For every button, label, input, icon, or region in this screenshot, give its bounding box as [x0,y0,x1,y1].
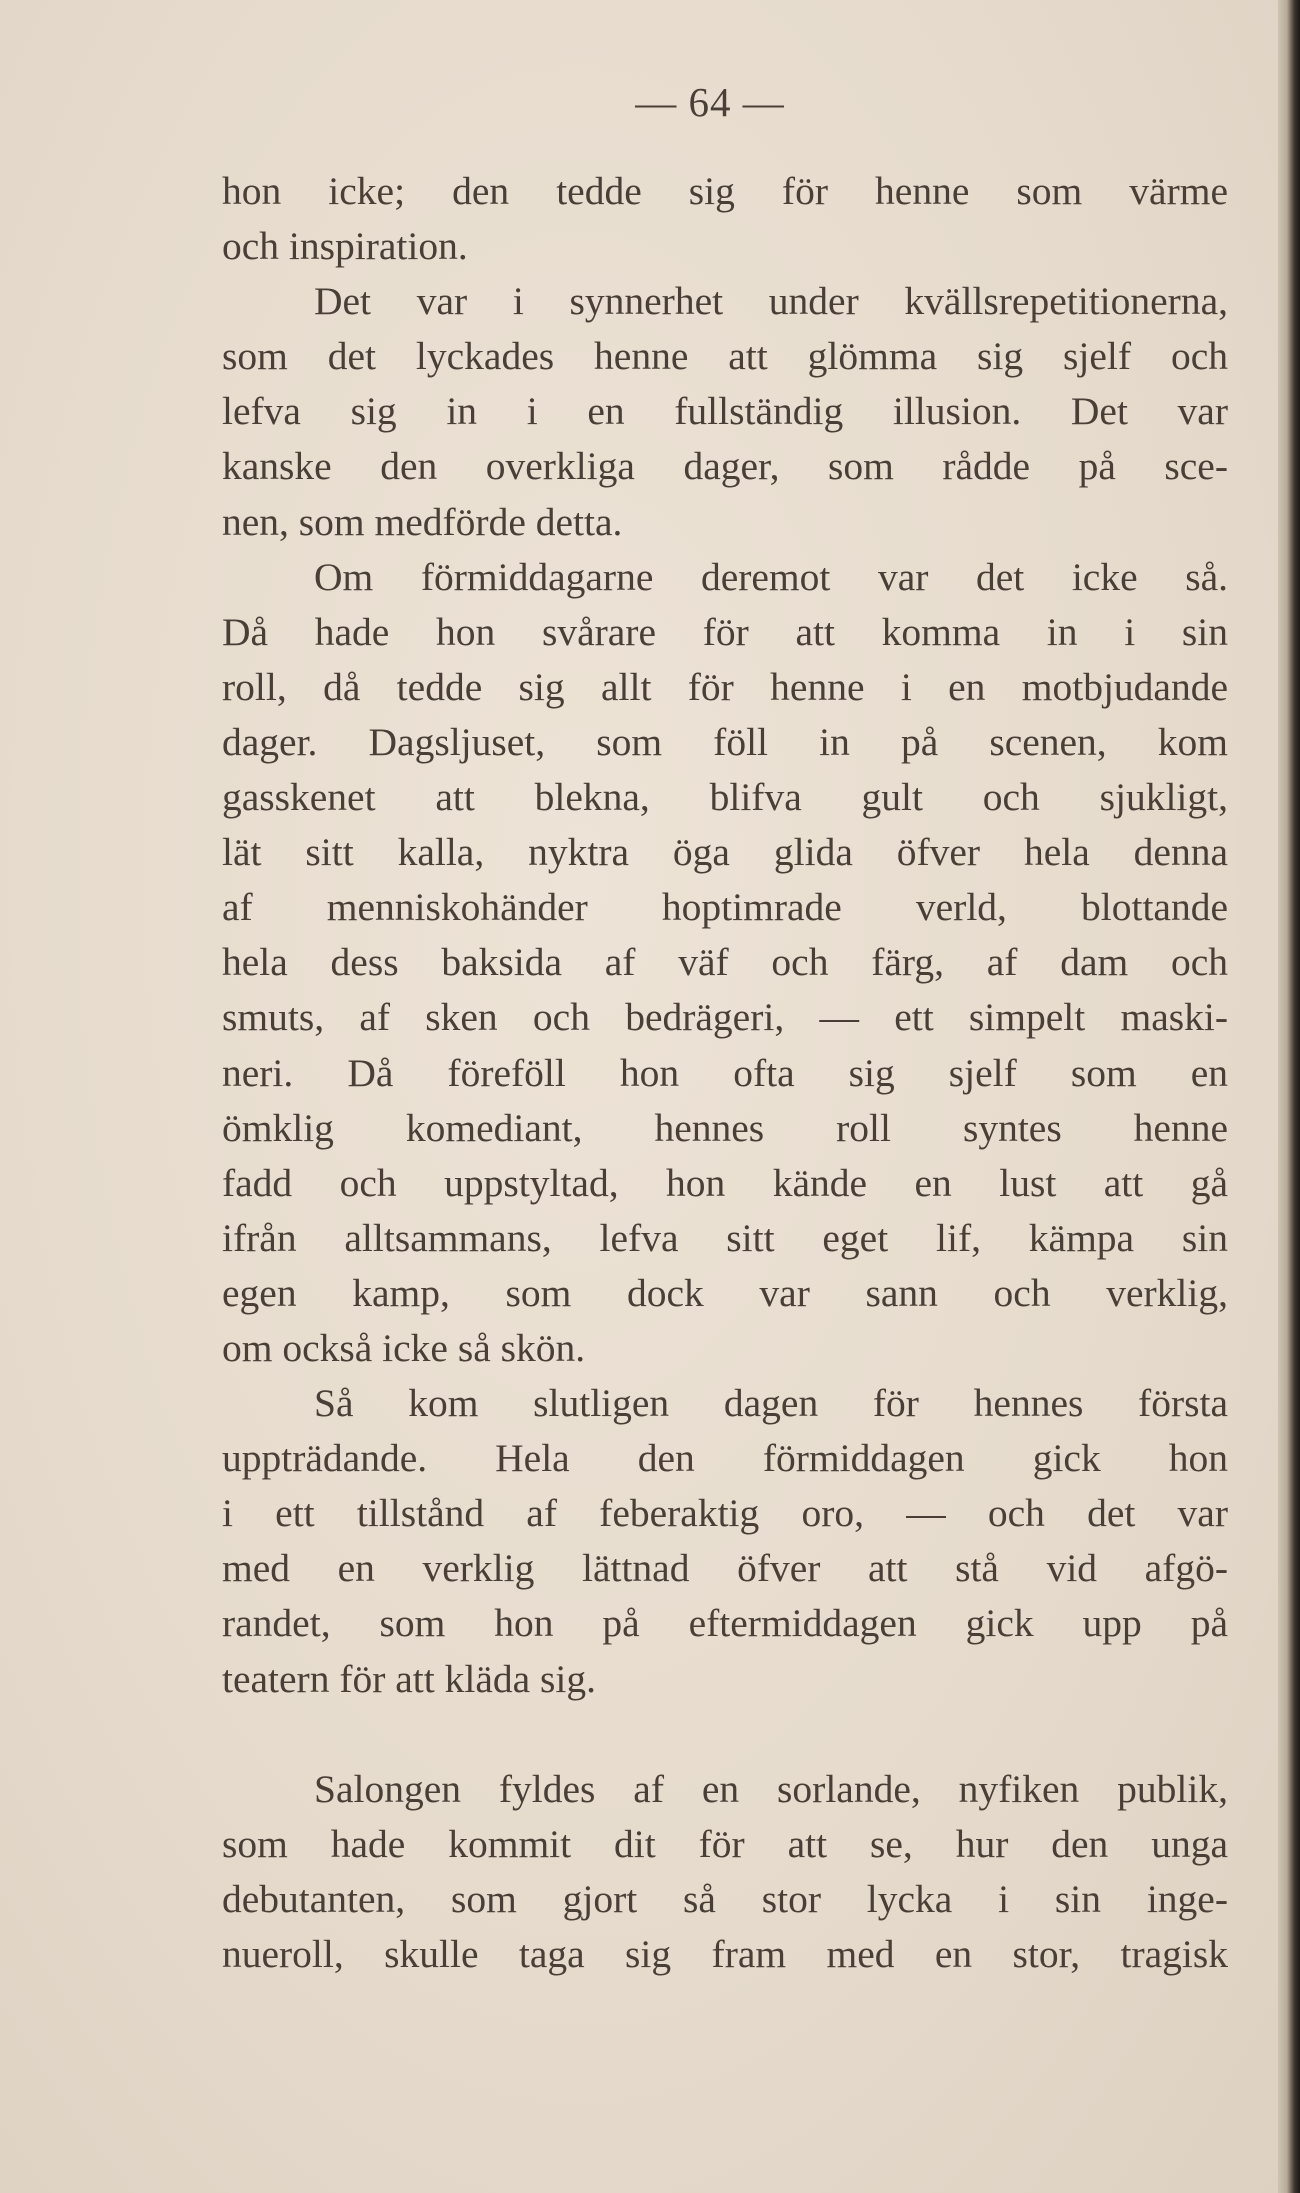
text-line: i ett tillstånd af feberaktig oro, — och det var [222,1491,1228,1536]
text-line: om också icke så skön. [222,1325,586,1370]
text-line: och inspiration. [222,224,468,269]
text-line: lät sitt kalla, nyktra öga glida öfver hela denna [222,830,1228,875]
paragraph [222,550,1228,1376]
text-line: nueroll, skulle taga sig fram med en stor, tragisk [222,1931,1228,1976]
text-line: hela dess baksida af väf och färg, af dam och [222,940,1228,985]
text-line: Om förmiddagarne deremot var det icke så. [314,554,1228,599]
section-gap [222,1707,1228,1762]
text-line: roll, då tedde sig allt för henne i en motbjudande [222,664,1228,709]
text-line: debutanten, som gjort så stor lycka i sin inge- [222,1876,1228,1921]
body-text [222,164,1228,1982]
text-line: som hade kommit dit för att se, hur den unga [222,1821,1228,1866]
text-line: Det var i synnerhet under kvällsrepetitionerna, [314,279,1228,324]
text-line: Så kom slutligen dagen för hennes första [314,1381,1228,1426]
text-line: dager. Dagsljuset, som föll in på scenen, kom [222,719,1228,764]
text-line: Salongen fyldes af en sorlande, nyfiken publik, [314,1766,1228,1811]
text-line: som det lyckades henne att glömma sig sjelf och [222,334,1228,379]
text-line: med en verklig lättnad öfver att stå vid afgö- [222,1546,1228,1591]
text-line: uppträdande. Hela den förmiddagen gick hon [222,1436,1228,1481]
text-line: nen, som medförde detta. [222,499,623,544]
text-line: hon icke; den tedde sig för henne som värme [222,169,1228,213]
text-line: teatern för att kläda sig. [222,1656,596,1701]
text-line: neri. Då föreföll hon ofta sig sjelf som en [222,1050,1228,1095]
text-line: fadd och uppstyltad, hon kände en lust att gå [222,1160,1228,1205]
text-line: ifrån alltsammans, lefva sitt eget lif, kämpa sin [222,1215,1228,1260]
text-line: Då hade hon svårare för att komma in i sin [222,609,1228,654]
text-line: smuts, af sken och bedrägeri, — ett simpelt maski- [222,995,1228,1040]
text-line: af menniskohänder hoptimrade verld, blottande [222,885,1228,930]
text-line: ömklig komediant, hennes roll syntes henne [222,1105,1228,1150]
text-line: gasskenet att blekna, blifva gult och sjukligt, [222,775,1228,820]
paragraph [222,164,1228,274]
paragraph [222,1762,1228,1982]
text-line: lefva sig in i en fullständig illusion. Det var [222,389,1228,434]
page-number: — 64 — [635,79,785,125]
text-line: egen kamp, som dock var sann och verklig, [222,1270,1228,1315]
text-line: kanske den overkliga dager, som rådde på sce- [222,444,1228,489]
text-line: randet, som hon på eftermiddagen gick upp på [222,1601,1228,1646]
paragraph [222,274,1228,549]
page-edge-shadow [1278,0,1300,2193]
paragraph [222,1376,1228,1707]
